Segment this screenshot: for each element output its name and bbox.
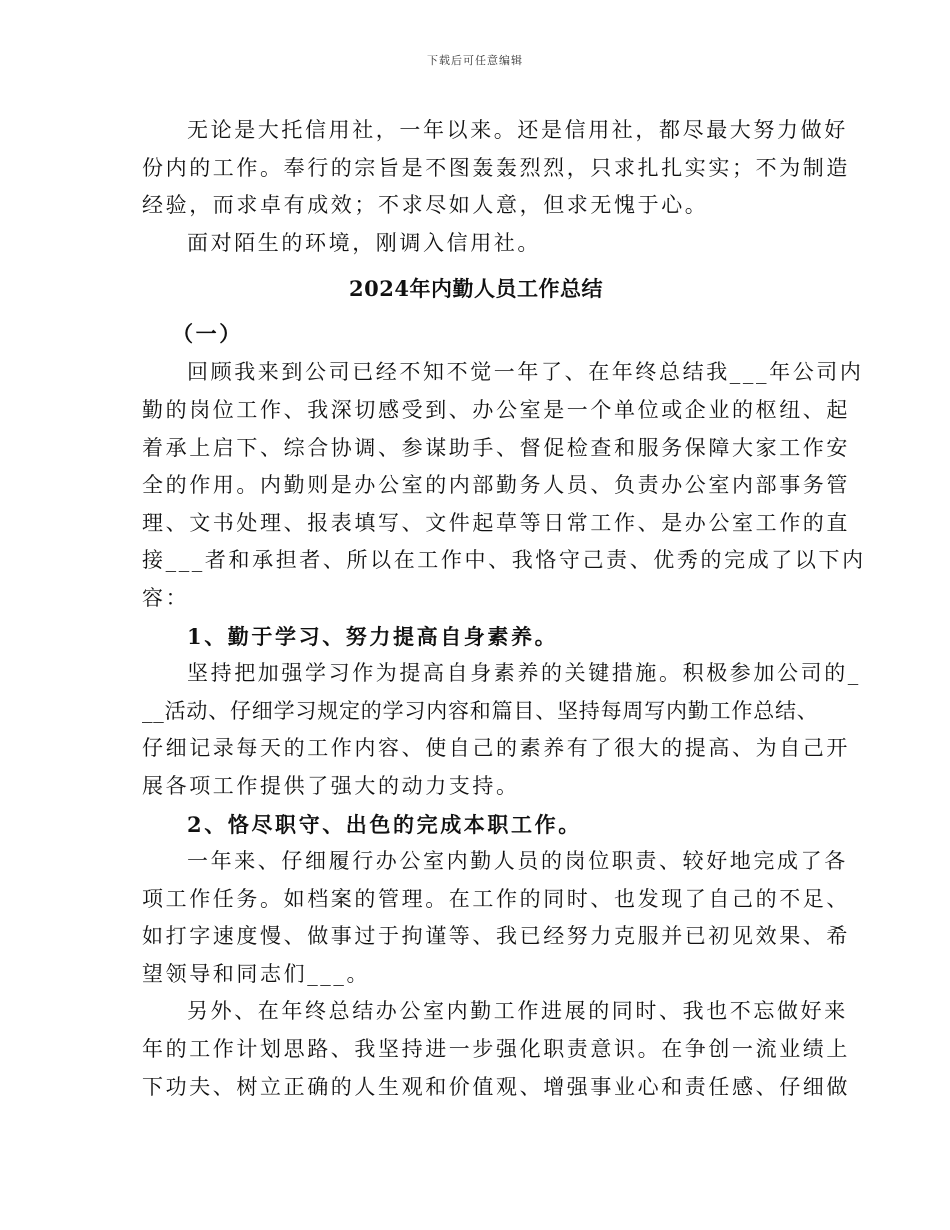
text-line: 份内的工作。奉行的宗旨是不图轰轰烈烈，只求扎扎实实；不为制造 — [142, 155, 850, 180]
text-line: 年的工作计划思路、我坚持进一步强化职责意识。在争创一流业绩上 — [142, 1037, 850, 1062]
text-line: 如打字速度慢、做事过于拘谨等、我已经努力克服并已初见效果、希 — [142, 924, 850, 949]
text-line: 理、文书处理、报表填写、文件起草等日常工作、是办公室工作的直 — [142, 510, 850, 535]
text-line: 无论是大托信用社，一年以来。还是信用社，都尽最大努力做好 — [187, 118, 848, 142]
section-label: （一） — [172, 321, 243, 347]
text-line: 坚持把加强学习作为提高自身素养的关键措施。积极参加公司的_ — [187, 661, 861, 686]
text-line: 项工作任务。如档案的管理。在工作的同时、也发现了自己的不足、 — [142, 886, 850, 911]
text-line: 经验，而求卓有成效；不求尽如人意，但求无愧于心。 — [142, 193, 709, 218]
heading-study: 1、勤于学习、努力提高自身素养。 — [187, 623, 559, 649]
text-line: 容： — [142, 585, 190, 610]
text-line: 勤的岗位工作、我深切感受到、办公室是一个单位或企业的枢纽、起 — [142, 397, 850, 422]
document-title: 2024年内勤人员工作总结 — [349, 276, 603, 302]
text-line: 下功夫、树立正确的人生观和价值观、增强事业心和责任感、仔细做 — [142, 1074, 850, 1099]
document-body — [142, 112, 866, 1106]
text-line: __活动、仔细学习规定的学习内容和篇目、坚持每周写内勤工作总结、 — [142, 698, 819, 723]
text-line: 展各项工作提供了强大的动力支持。 — [142, 773, 520, 798]
text-line: 回顾我来到公司已经不知不觉一年了、在年终总结我___年公司内 — [187, 360, 864, 385]
text-line: 另外、在年终总结办公室内勤工作进展的同时、我也不忘做好来 — [187, 999, 848, 1024]
text-line: 全的作用。内勤则是办公室的内部勤务人员、负责办公室内部事务管 — [142, 473, 850, 498]
heading-duty: 2、恪尽职守、出色的完成本职工作。 — [187, 811, 582, 837]
text-line: 面对陌生的环境，刚调入信用社。 — [187, 230, 541, 255]
text-line: 仔细记录每天的工作内容、使自己的素养有了很大的提高、为自己开 — [142, 736, 850, 761]
text-line: 接___者和承担者、所以在工作中、我恪守己责、优秀的完成了以下内 — [142, 548, 866, 573]
page-header: 下载后可任意编辑 — [427, 54, 523, 67]
text-line: 一年来、仔细履行办公室内勤人员的岗位职责、较好地完成了各 — [187, 849, 848, 874]
text-line: 望领导和同志们___。 — [142, 961, 371, 986]
text-line: 着承上启下、综合协调、参谋助手、督促检查和服务保障大家工作安 — [142, 435, 850, 460]
